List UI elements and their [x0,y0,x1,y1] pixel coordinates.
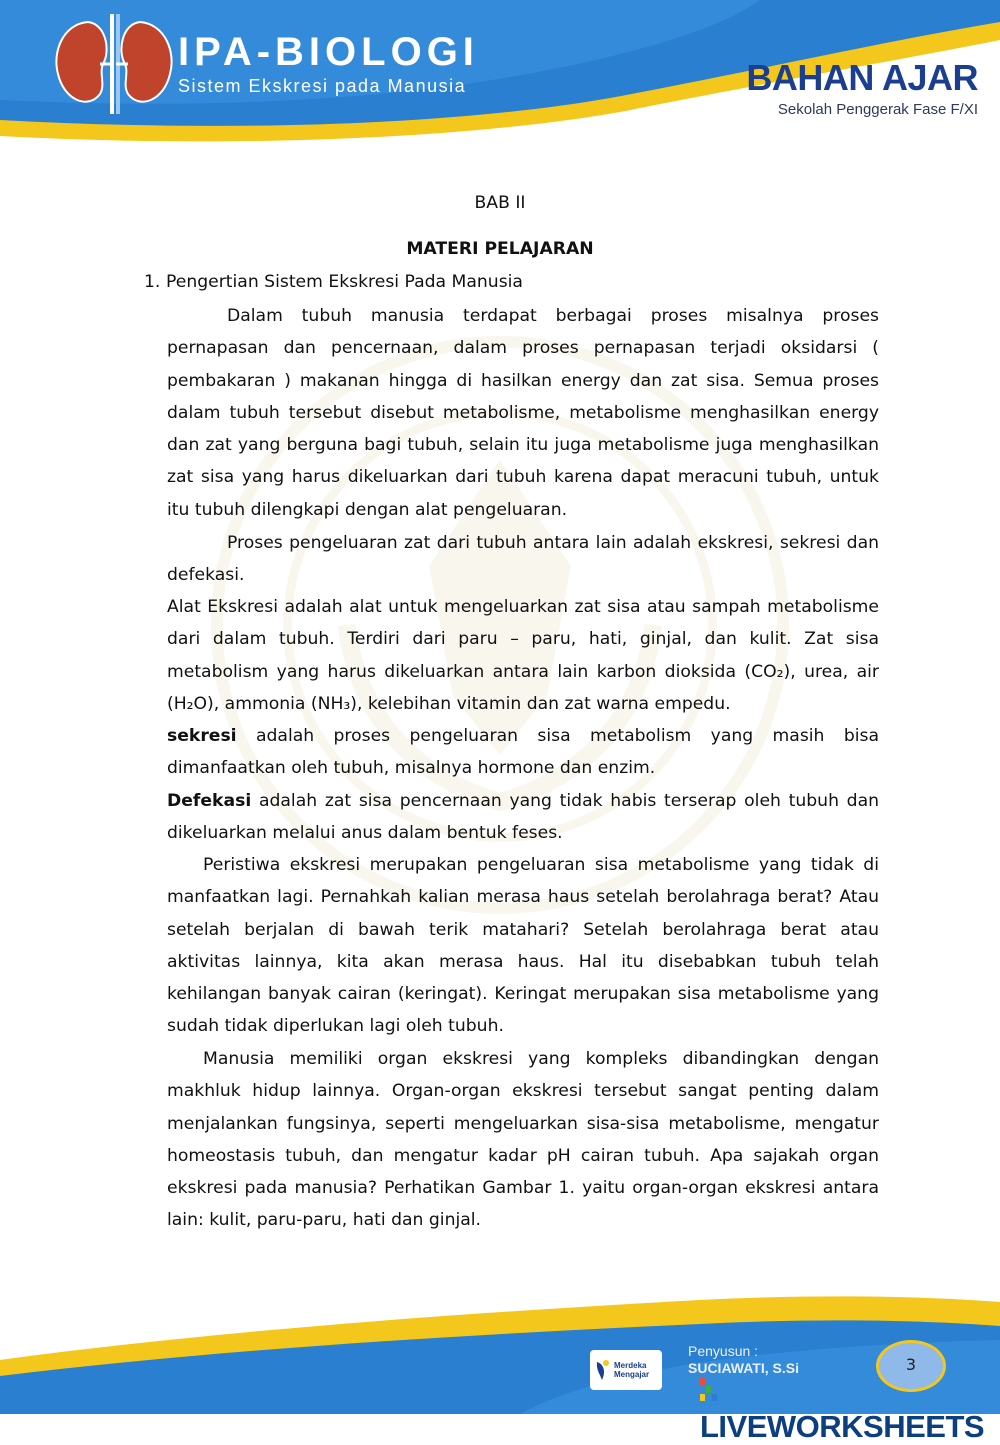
penyusun-label: Penyusun : [688,1343,759,1359]
merdeka-mengajar-logo [590,1350,662,1390]
section-heading [144,272,523,292]
merdeka-line2: Mengajar [614,1370,650,1379]
liveworksheets-text: LIVEWORKSHEETS [700,1409,985,1444]
paragraph-ekskresi: Peristiwa ekskresi merupakan pengeluaran sisa metabolisme yang tidak di manfaatkan lagi. Pernahkah kalian merasa haus setelah berolahraga berat? Atau setelah berjalan di bawah terik matahari? Setelah berolahraga berat atau aktivitas lainnya, kita akan merasa haus. Hal itu disebabkan tubuh telah kehilangan banyak cairan (keringat). Keringat merupakan sisa metabolisme yang sudah tidak diperlukan lagi oleh tubuh. [167,855,879,1037]
chapter-label: BAB II [474,193,526,213]
liveworksheets-watermark [700,1373,1000,1445]
page-number: 3 [876,1340,946,1392]
heading-text: Pengertian Sistem Ekskresi Pada Manusia [166,272,523,292]
paragraph-metabolism: Dalam tubuh manusia terdapat berbagai proses misalnya proses pernapasan dan pencernaan, dalam proses pernapasan terjadi oksidarsi ( pembakaran ) makanan hingga di hasilkan energy dan zat sisa. Semua proses dalam tubuh tersebut disebut metabolisme, metabolisme menghasilkan energy dan zat yang berguna bagi tubuh, selain itu juga metabolisme juga menghasilkan zat sisa yang harus dikeluarkan dari tubuh karena dapat meracuni tubuh, untuk itu tubuh dilengkapi dengan alat pengeluaran. [167,306,879,520]
bahan-ajar-subtitle: Sekolah Penggerak Fase F/XI [777,101,978,118]
merdeka-line1: Merdeka [614,1361,647,1370]
header-subtitle: Sistem Ekskresi pada Manusia [178,76,467,96]
paragraph-organ-ekskresi: Manusia memiliki organ ekskresi yang kompleks dibandingkan dengan makhluk hidup lainnya. Organ-organ ekskresi tersebut sangat penting dalam menjalankan fungsinya, seperti mengeluarkan sisa-sisa metabolisme, mengatur homeostasis tubuh, dan mengatur kadar pH cairan tubuh. Apa sajakah organ ekskresi pada manusia? Perhatikan Gambar 1. yaitu organ-organ ekskresi antara lain: kulit, paru-paru, hati dan ginjal. [167,1049,879,1231]
term-defekasi: Defekasi [167,791,252,811]
definition-sekresi: adalah proses pengeluaran sisa metabolism yang masih bisa dimanfaatkan oleh tubuh, misalnya hormone dan enzim. [167,726,879,779]
heading-number: 1. [144,272,161,292]
definition-defekasi: adalah zat sisa pencernaan yang tidak habis terserap oleh tubuh dan dikeluarkan melalui anus dalam bentuk feses. [167,791,879,844]
header-title: IPA-BIOLOGI [178,30,479,74]
paragraph-processes: Proses pengeluaran zat dari tubuh antara lain adalah ekskresi, sekresi dan defekasi. [167,533,879,586]
term-sekresi: sekresi [167,726,237,746]
merdeka-mark-icon [594,1358,610,1382]
section-title: MATERI PELAJARAN [406,239,594,259]
author-credit [688,1343,799,1377]
liveworksheets-logo-icon [700,1376,718,1404]
paragraph-defekasi [167,785,879,850]
paragraph-sekresi [167,720,879,785]
paragraph-alat-ekskresi: Alat Ekskresi adalah alat untuk mengeluarkan zat sisa atau sampah metabolisme dari dalam tubuh. Terdiri dari paru – paru, hati, ginjal, dan kulit. Zat sisa metabolism yang harus dikeluarkan antara lain karbon dioksida (CO₂), urea, air (H₂O), ammonia (NH₃), kelebihan vitamin dan zat warna empedu. [167,597,879,714]
author-name: SUCIAWATI, S.Si [688,1360,799,1376]
bahan-ajar-title: BAHAN AJAR [746,57,978,98]
